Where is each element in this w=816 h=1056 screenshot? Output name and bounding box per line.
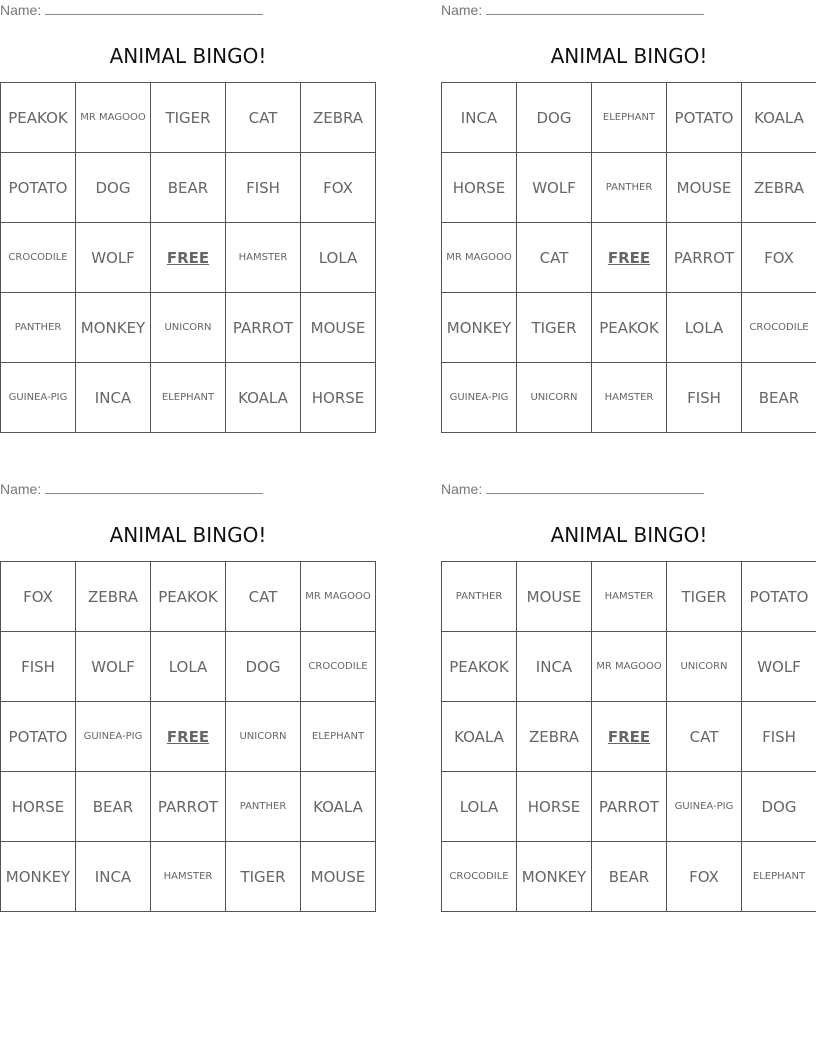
bingo-cell[interactable]: PARROT xyxy=(151,772,226,842)
bingo-cell[interactable]: INCA xyxy=(76,842,151,912)
bingo-cell[interactable]: ELEPHANT xyxy=(592,83,667,153)
bingo-cell[interactable]: MR MAGOOO xyxy=(442,223,517,293)
bingo-cell[interactable]: CAT xyxy=(667,702,742,772)
bingo-cell[interactable]: POTATO xyxy=(1,702,76,772)
bingo-cell[interactable]: UNICORN xyxy=(667,632,742,702)
free-space-cell[interactable]: FREE xyxy=(592,223,667,293)
bingo-cell[interactable]: HAMSTER xyxy=(151,842,226,912)
bingo-cell[interactable]: CAT xyxy=(517,223,592,293)
bingo-cell[interactable]: MOUSE xyxy=(517,562,592,632)
bingo-cell[interactable]: ZEBRA xyxy=(742,153,816,223)
bingo-cell[interactable]: HAMSTER xyxy=(226,223,301,293)
name-blank-line[interactable] xyxy=(486,479,704,494)
bingo-cell[interactable]: MONKEY xyxy=(1,842,76,912)
bingo-grid xyxy=(0,561,376,912)
bingo-cell[interactable]: WOLF xyxy=(76,223,151,293)
bingo-cell[interactable]: UNICORN xyxy=(226,702,301,772)
bingo-cell[interactable]: FOX xyxy=(667,842,742,912)
bingo-cell[interactable]: PANTHER xyxy=(592,153,667,223)
bingo-cell[interactable]: MOUSE xyxy=(301,842,376,912)
free-space-cell[interactable]: FREE xyxy=(151,223,226,293)
bingo-row xyxy=(442,293,816,363)
bingo-cell[interactable]: MONKEY xyxy=(517,842,592,912)
bingo-cell[interactable]: LOLA xyxy=(442,772,517,842)
name-field xyxy=(0,0,263,20)
name-field xyxy=(0,479,263,499)
bingo-cell[interactable]: PARROT xyxy=(592,772,667,842)
bingo-cell[interactable]: CROCODILE xyxy=(442,842,517,912)
bingo-row xyxy=(1,562,376,632)
bingo-row xyxy=(1,363,376,433)
bingo-row xyxy=(442,772,816,842)
bingo-cell[interactable]: PANTHER xyxy=(1,293,76,363)
bingo-cell[interactable]: HORSE xyxy=(517,772,592,842)
bingo-cell[interactable]: ZEBRA xyxy=(301,83,376,153)
bingo-cell[interactable]: PEAKOK xyxy=(442,632,517,702)
free-space-cell[interactable]: FREE xyxy=(151,702,226,772)
bingo-cell[interactable]: ELEPHANT xyxy=(151,363,226,433)
bingo-cell[interactable]: DOG xyxy=(742,772,816,842)
name-label: Name: xyxy=(441,2,483,18)
bingo-cell[interactable]: LOLA xyxy=(667,293,742,363)
bingo-cell[interactable]: BEAR xyxy=(592,842,667,912)
bingo-cell[interactable]: ELEPHANT xyxy=(301,702,376,772)
bingo-cell[interactable]: ZEBRA xyxy=(76,562,151,632)
bingo-cell[interactable]: KOALA xyxy=(301,772,376,842)
bingo-cell[interactable]: MONKEY xyxy=(442,293,517,363)
bingo-cell[interactable]: PARROT xyxy=(226,293,301,363)
bingo-cell[interactable]: INCA xyxy=(517,632,592,702)
bingo-cell[interactable]: BEAR xyxy=(76,772,151,842)
bingo-cell[interactable]: MR MAGOOO xyxy=(301,562,376,632)
bingo-row xyxy=(442,632,816,702)
bingo-cell[interactable]: LOLA xyxy=(301,223,376,293)
bingo-cell[interactable]: MR MAGOOO xyxy=(76,83,151,153)
bingo-cell[interactable]: ZEBRA xyxy=(517,702,592,772)
bingo-cell[interactable]: DOG xyxy=(517,83,592,153)
bingo-row xyxy=(1,293,376,363)
name-blank-line[interactable] xyxy=(45,479,263,494)
bingo-cell[interactable]: HAMSTER xyxy=(592,363,667,433)
bingo-cell[interactable]: CAT xyxy=(226,562,301,632)
bingo-cell[interactable]: PEAKOK xyxy=(1,83,76,153)
bingo-cell[interactable]: GUINEA-PIG xyxy=(667,772,742,842)
bingo-grid xyxy=(441,561,816,912)
bingo-cell[interactable]: UNICORN xyxy=(517,363,592,433)
bingo-cell[interactable]: TIGER xyxy=(226,842,301,912)
bingo-cell[interactable]: GUINEA-PIG xyxy=(76,702,151,772)
free-space-cell[interactable]: FREE xyxy=(592,702,667,772)
bingo-cell[interactable]: PARROT xyxy=(667,223,742,293)
bingo-cell[interactable]: HAMSTER xyxy=(592,562,667,632)
bingo-cell[interactable]: WOLF xyxy=(76,632,151,702)
bingo-cell[interactable]: FOX xyxy=(301,153,376,223)
bingo-row xyxy=(1,842,376,912)
bingo-cell[interactable]: WOLF xyxy=(517,153,592,223)
bingo-row xyxy=(442,363,816,433)
bingo-row xyxy=(442,153,816,223)
bingo-cell[interactable]: GUINEA-PIG xyxy=(1,363,76,433)
bingo-cell[interactable]: POTATO xyxy=(1,153,76,223)
bingo-cell[interactable]: HORSE xyxy=(1,772,76,842)
bingo-cell[interactable]: BEAR xyxy=(742,363,816,433)
bingo-cell[interactable]: INCA xyxy=(442,83,517,153)
card-title: ANIMAL BINGO! xyxy=(550,44,708,68)
bingo-cell[interactable]: KOALA xyxy=(742,83,816,153)
bingo-cell[interactable]: TIGER xyxy=(667,562,742,632)
bingo-cell[interactable]: CAT xyxy=(226,83,301,153)
bingo-row xyxy=(442,702,816,772)
bingo-cell[interactable]: FISH xyxy=(742,702,816,772)
bingo-row xyxy=(442,562,816,632)
bingo-cell[interactable]: FISH xyxy=(667,363,742,433)
bingo-cell[interactable]: FOX xyxy=(742,223,816,293)
bingo-row xyxy=(442,223,816,293)
bingo-cell[interactable]: CROCODILE xyxy=(1,223,76,293)
bingo-cell[interactable]: MR MAGOOO xyxy=(592,632,667,702)
bingo-cell[interactable]: WOLF xyxy=(742,632,816,702)
bingo-cell[interactable]: HORSE xyxy=(442,153,517,223)
bingo-cell[interactable]: DOG xyxy=(226,632,301,702)
name-label: Name: xyxy=(0,481,42,497)
name-label: Name: xyxy=(441,481,483,497)
bingo-cell[interactable]: CROCODILE xyxy=(301,632,376,702)
name-blank-line[interactable] xyxy=(45,0,263,15)
bingo-cell[interactable]: PANTHER xyxy=(226,772,301,842)
bingo-cell[interactable]: FISH xyxy=(1,632,76,702)
bingo-cell[interactable]: POTATO xyxy=(667,83,742,153)
bingo-row xyxy=(1,223,376,293)
bingo-cell[interactable]: TIGER xyxy=(151,83,226,153)
bingo-cell[interactable]: LOLA xyxy=(151,632,226,702)
bingo-cell[interactable]: DOG xyxy=(76,153,151,223)
bingo-cell[interactable]: MONKEY xyxy=(76,293,151,363)
bingo-row xyxy=(442,842,816,912)
bingo-row xyxy=(1,153,376,223)
bingo-row xyxy=(1,702,376,772)
bingo-cell[interactable]: FISH xyxy=(226,153,301,223)
bingo-cell[interactable]: PEAKOK xyxy=(592,293,667,363)
bingo-cell[interactable]: FOX xyxy=(1,562,76,632)
bingo-row xyxy=(1,772,376,842)
name-field xyxy=(441,479,704,499)
bingo-grid xyxy=(441,82,816,433)
name-blank-line[interactable] xyxy=(486,0,704,15)
bingo-cell[interactable]: PANTHER xyxy=(442,562,517,632)
card-title: ANIMAL BINGO! xyxy=(109,44,267,68)
bingo-cell[interactable]: CROCODILE xyxy=(742,293,816,363)
bingo-cell[interactable]: BEAR xyxy=(151,153,226,223)
name-label: Name: xyxy=(0,2,42,18)
name-field xyxy=(441,0,704,20)
bingo-cell[interactable]: GUINEA-PIG xyxy=(442,363,517,433)
bingo-cell[interactable]: POTATO xyxy=(742,562,816,632)
bingo-cell[interactable]: HORSE xyxy=(301,363,376,433)
bingo-cell[interactable]: KOALA xyxy=(226,363,301,433)
bingo-row xyxy=(1,83,376,153)
bingo-grid xyxy=(0,82,376,433)
bingo-cell[interactable]: MOUSE xyxy=(667,153,742,223)
card-title: ANIMAL BINGO! xyxy=(109,523,267,547)
bingo-cell[interactable]: MOUSE xyxy=(301,293,376,363)
bingo-cell[interactable]: INCA xyxy=(76,363,151,433)
bingo-cell[interactable]: ELEPHANT xyxy=(742,842,816,912)
bingo-cell[interactable]: TIGER xyxy=(517,293,592,363)
bingo-cell[interactable]: KOALA xyxy=(442,702,517,772)
bingo-cell[interactable]: UNICORN xyxy=(151,293,226,363)
bingo-row xyxy=(442,83,816,153)
card-title: ANIMAL BINGO! xyxy=(550,523,708,547)
bingo-row xyxy=(1,632,376,702)
bingo-cell[interactable]: PEAKOK xyxy=(151,562,226,632)
